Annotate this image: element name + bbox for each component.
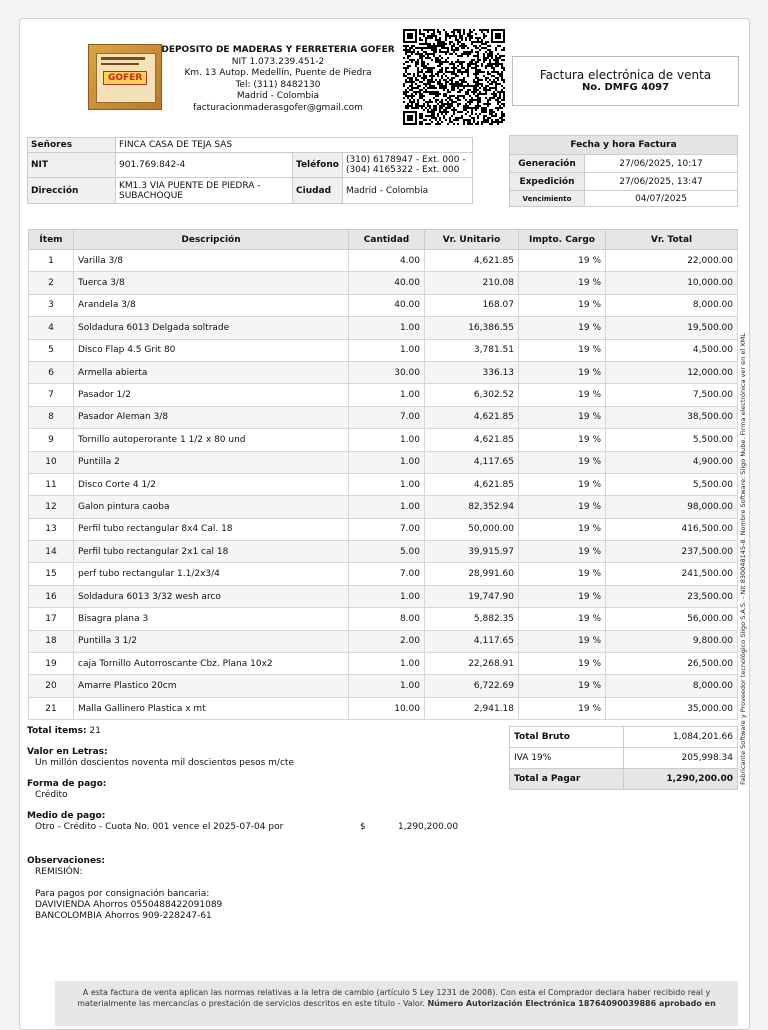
col-cantidad: Cantidad bbox=[349, 230, 425, 250]
vencimiento-value: 04/07/2025 bbox=[585, 191, 738, 207]
client-name: FINCA CASA DE TEJA SAS bbox=[116, 138, 473, 153]
table-cell: 22,268.91 bbox=[425, 653, 519, 675]
senores-label: Señores bbox=[28, 138, 116, 153]
medio-pago-value: Otro - Crédito - Cuota No. 001 vence el 2025-07-04 por bbox=[35, 822, 284, 832]
table-cell: 5.00 bbox=[349, 541, 425, 563]
expedicion-label: Expedición bbox=[510, 173, 585, 191]
client-telefono: (310) 6178947 - Ext. 000 - (304) 4165322 - Ext. 000 bbox=[342, 153, 472, 178]
table-cell: 13 bbox=[29, 518, 74, 540]
table-cell: 19 % bbox=[519, 250, 606, 272]
table-cell: 12,000.00 bbox=[606, 361, 738, 383]
table-cell: 8,000.00 bbox=[606, 675, 738, 697]
table-cell: 19,747.90 bbox=[425, 585, 519, 607]
table-cell: 19 % bbox=[519, 451, 606, 473]
table-cell: 19 % bbox=[519, 272, 606, 294]
forma-pago-label: Forma de pago: bbox=[27, 779, 107, 789]
observaciones-line bbox=[27, 878, 487, 889]
table-cell: 16,386.55 bbox=[425, 317, 519, 339]
client-nit: 901.769.842-4 bbox=[116, 153, 293, 178]
company-city: Madrid - Colombia bbox=[236, 91, 320, 101]
table-cell: Disco Corte 4 1/2 bbox=[74, 473, 349, 495]
table-row bbox=[29, 406, 738, 428]
table-row bbox=[29, 675, 738, 697]
table-cell: 2.00 bbox=[349, 630, 425, 652]
table-cell: 12 bbox=[29, 496, 74, 518]
table-cell: 4.00 bbox=[349, 250, 425, 272]
table-cell: 7.00 bbox=[349, 563, 425, 585]
col-impto-cargo: Impto. Cargo bbox=[519, 230, 606, 250]
table-cell: 19 % bbox=[519, 496, 606, 518]
table-row bbox=[29, 294, 738, 316]
table-cell: 7.00 bbox=[349, 518, 425, 540]
table-row bbox=[29, 473, 738, 495]
total-items-label: Total items: bbox=[27, 726, 87, 736]
table-cell: 40.00 bbox=[349, 294, 425, 316]
table-cell: 19 % bbox=[519, 518, 606, 540]
table-cell: 19 % bbox=[519, 675, 606, 697]
table-cell: 11 bbox=[29, 473, 74, 495]
medio-pago-label: Medio de pago: bbox=[27, 811, 106, 821]
table-row bbox=[29, 429, 738, 451]
table-cell: 19 % bbox=[519, 541, 606, 563]
table-row bbox=[29, 272, 738, 294]
company-address: Km. 13 Autop. Medellín, Puente de Piedra bbox=[184, 68, 372, 78]
table-cell: 1.00 bbox=[349, 429, 425, 451]
observaciones-line: REMISIÓN: bbox=[35, 867, 83, 877]
table-cell: 19 % bbox=[519, 653, 606, 675]
table-row bbox=[29, 585, 738, 607]
invoice-title-box bbox=[512, 56, 739, 106]
total-bruto-value: 1,084,201.66 bbox=[624, 727, 738, 748]
table-cell: 7.00 bbox=[349, 406, 425, 428]
table-cell: Perfil tubo rectangular 8x4 Cal. 18 bbox=[74, 518, 349, 540]
items-table bbox=[28, 229, 738, 720]
table-cell: 17 bbox=[29, 608, 74, 630]
table-cell: 5,500.00 bbox=[606, 429, 738, 451]
table-cell: 1.00 bbox=[349, 451, 425, 473]
company-tel: Tel: (311) 8482130 bbox=[235, 79, 321, 90]
table-cell: Amarre Plastico 20cm bbox=[74, 675, 349, 697]
vencimiento-label: Vencimiento bbox=[510, 191, 585, 207]
table-row bbox=[29, 339, 738, 361]
table-row bbox=[29, 384, 738, 406]
table-row bbox=[29, 518, 738, 540]
table-cell: 4,117.65 bbox=[425, 451, 519, 473]
table-cell: 416,500.00 bbox=[606, 518, 738, 540]
table-cell: Varilla 3/8 bbox=[74, 250, 349, 272]
table-row bbox=[29, 451, 738, 473]
col-item: Ítem bbox=[29, 230, 74, 250]
table-cell: 336.13 bbox=[425, 361, 519, 383]
table-cell: Soldadura 6013 3/32 wesh arco bbox=[74, 585, 349, 607]
table-cell: 5,500.00 bbox=[606, 473, 738, 495]
table-cell: 19 % bbox=[519, 608, 606, 630]
table-cell: 19 % bbox=[519, 339, 606, 361]
table-cell: perf tubo rectangular 1.1/2x3/4 bbox=[74, 563, 349, 585]
total-pagar-label: Total a Pagar bbox=[510, 769, 624, 790]
table-cell: 20 bbox=[29, 675, 74, 697]
table-cell: 1.00 bbox=[349, 675, 425, 697]
table-cell: 10,000.00 bbox=[606, 272, 738, 294]
medio-pago-amount: 1,290,200.00 bbox=[398, 822, 459, 832]
table-cell: 39,915.97 bbox=[425, 541, 519, 563]
dates-header: Fecha y hora Factura bbox=[510, 136, 738, 155]
software-provider-note: Fabricante Software y Proveedor tecnológico Siigo S.A.S. - Nit 830048145-8. Nombre Software: Siigo Nube. Firma electrónica ver en el XML bbox=[739, 333, 747, 785]
table-row bbox=[29, 541, 738, 563]
table-row bbox=[29, 361, 738, 383]
table-cell: 26,500.00 bbox=[606, 653, 738, 675]
medio-pago-row bbox=[27, 822, 487, 833]
table-row bbox=[29, 250, 738, 272]
table-cell: 56,000.00 bbox=[606, 608, 738, 630]
table-cell: 2 bbox=[29, 272, 74, 294]
company-name: DEPOSITO DE MADERAS Y FERRETERIA GOFER bbox=[161, 45, 395, 55]
direccion-label: Dirección bbox=[28, 178, 116, 204]
company-nit: NIT 1.073.239.451-2 bbox=[231, 56, 325, 67]
table-cell: 38,500.00 bbox=[606, 406, 738, 428]
table-cell: 7,500.00 bbox=[606, 384, 738, 406]
table-cell: 4 bbox=[29, 317, 74, 339]
client-ciudad: Madrid - Colombia bbox=[342, 178, 472, 204]
iva-label: IVA 19% bbox=[510, 748, 624, 769]
table-cell: 4,500.00 bbox=[606, 339, 738, 361]
table-cell: 10.00 bbox=[349, 697, 425, 719]
telefono-label: Teléfono bbox=[293, 153, 343, 178]
table-cell: 30.00 bbox=[349, 361, 425, 383]
table-row bbox=[29, 563, 738, 585]
total-pagar-value: 1,290,200.00 bbox=[624, 769, 738, 790]
table-cell: Bisagra plana 3 bbox=[74, 608, 349, 630]
table-cell: 19 % bbox=[519, 406, 606, 428]
company-email: facturacionmaderasgofer@gmail.com bbox=[193, 102, 363, 113]
observaciones-line: Para pagos por consignación bancaria: bbox=[35, 889, 210, 899]
invoice-number: No. DMFG 4097 bbox=[581, 82, 670, 93]
table-cell: Puntilla 2 bbox=[74, 451, 349, 473]
table-cell: 3,781.51 bbox=[425, 339, 519, 361]
table-cell: 6,302.52 bbox=[425, 384, 519, 406]
table-cell: 98,000.00 bbox=[606, 496, 738, 518]
table-row bbox=[29, 630, 738, 652]
table-cell: 1.00 bbox=[349, 339, 425, 361]
table-cell: 4,621.85 bbox=[425, 429, 519, 451]
table-cell: 4,900.00 bbox=[606, 451, 738, 473]
table-cell: Perfil tubo rectangular 2x1 cal 18 bbox=[74, 541, 349, 563]
table-cell: 3 bbox=[29, 294, 74, 316]
table-cell: 8,000.00 bbox=[606, 294, 738, 316]
table-cell: 168.07 bbox=[425, 294, 519, 316]
table-cell: 7 bbox=[29, 384, 74, 406]
invoice-summary bbox=[27, 726, 487, 922]
generacion-value: 27/06/2025, 10:17 bbox=[585, 155, 738, 173]
table-cell: 19 % bbox=[519, 473, 606, 495]
forma-pago-value: Crédito bbox=[35, 790, 68, 800]
table-cell: 9 bbox=[29, 429, 74, 451]
table-cell: Tornillo autoperorante 1 1/2 x 80 und bbox=[74, 429, 349, 451]
medio-pago-currency: $ bbox=[360, 822, 366, 832]
table-cell: 241,500.00 bbox=[606, 563, 738, 585]
table-cell: 19 bbox=[29, 653, 74, 675]
table-cell: caja Tornillo Autorroscante Cbz. Plana 10x2 bbox=[74, 653, 349, 675]
col-vr-unitario: Vr. Unitario bbox=[425, 230, 519, 250]
table-cell: 4,621.85 bbox=[425, 406, 519, 428]
table-cell: 22,000.00 bbox=[606, 250, 738, 272]
table-cell: 19 % bbox=[519, 563, 606, 585]
table-cell: 5,882.35 bbox=[425, 608, 519, 630]
total-items-value: 21 bbox=[89, 726, 101, 736]
client-direccion: KM1.3 VIA PUENTE DE PIEDRA - SUBACHOQUE bbox=[116, 178, 293, 204]
table-cell: 1.00 bbox=[349, 317, 425, 339]
invoice-title: Factura electrónica de venta bbox=[539, 68, 712, 82]
valor-letras-value: Un millón doscientos noventa mil doscientos pesos m/cte bbox=[35, 758, 294, 768]
table-cell: 28,991.60 bbox=[425, 563, 519, 585]
company-logo: GOFER bbox=[88, 44, 162, 110]
table-cell: 4,117.65 bbox=[425, 630, 519, 652]
table-cell: 19 % bbox=[519, 697, 606, 719]
expedicion-value: 27/06/2025, 13:47 bbox=[585, 173, 738, 191]
footer-line1: A esta factura de venta aplican las normas relativas a la letra de cambio (artículo 5 Ley 1231 de 2008). Con esta el Comprador declara haber recibido real y bbox=[82, 988, 711, 997]
table-cell: 35,000.00 bbox=[606, 697, 738, 719]
table-cell: 2,941.18 bbox=[425, 697, 519, 719]
table-cell: Armella abierta bbox=[74, 361, 349, 383]
observaciones-line: BANCOLOMBIA Ahorros 909-228247-61 bbox=[35, 911, 212, 921]
table-cell: 40.00 bbox=[349, 272, 425, 294]
table-cell: Soldadura 6013 Delgada soltrade bbox=[74, 317, 349, 339]
table-cell: 1.00 bbox=[349, 384, 425, 406]
table-cell: 10 bbox=[29, 451, 74, 473]
ciudad-label: Ciudad bbox=[293, 178, 343, 204]
table-cell: 19 % bbox=[519, 317, 606, 339]
nit-label: NIT bbox=[28, 153, 116, 178]
table-cell: 1.00 bbox=[349, 496, 425, 518]
table-cell: 21 bbox=[29, 697, 74, 719]
table-cell: Pasador Aleman 3/8 bbox=[74, 406, 349, 428]
table-cell: 19 % bbox=[519, 361, 606, 383]
table-cell: 237,500.00 bbox=[606, 541, 738, 563]
table-cell: 23,500.00 bbox=[606, 585, 738, 607]
client-info-table bbox=[27, 137, 473, 204]
table-cell: 210.08 bbox=[425, 272, 519, 294]
table-cell: 4,621.85 bbox=[425, 473, 519, 495]
iva-value: 205,998.34 bbox=[624, 748, 738, 769]
table-row bbox=[29, 697, 738, 719]
table-cell: Disco Flap 4.5 Grit 80 bbox=[74, 339, 349, 361]
footer-authorization: Número Autorización Electrónica 18764090039886 aprobado en bbox=[427, 998, 716, 1008]
qr-code bbox=[403, 29, 505, 125]
footer-line2: materialmente las mercancías o prestación de servicios descritos en este título - Valor. bbox=[77, 998, 428, 1008]
observaciones-line: DAVIVIENDA Ahorros 0550488422091089 bbox=[35, 900, 223, 910]
table-cell: 19 % bbox=[519, 384, 606, 406]
legal-footer bbox=[55, 981, 738, 1026]
table-cell: 6,722.69 bbox=[425, 675, 519, 697]
table-cell: 16 bbox=[29, 585, 74, 607]
table-cell: 19 % bbox=[519, 294, 606, 316]
table-cell: 19 % bbox=[519, 429, 606, 451]
dates-table bbox=[509, 135, 738, 207]
table-cell: 18 bbox=[29, 630, 74, 652]
table-cell: 1 bbox=[29, 250, 74, 272]
table-cell: 9,800.00 bbox=[606, 630, 738, 652]
table-row bbox=[29, 317, 738, 339]
valor-letras-label: Valor en Letras: bbox=[27, 747, 108, 757]
table-cell: 6 bbox=[29, 361, 74, 383]
table-cell: 1.00 bbox=[349, 653, 425, 675]
totals-table bbox=[509, 726, 738, 790]
generacion-label: Generación bbox=[510, 155, 585, 173]
table-cell: 8 bbox=[29, 406, 74, 428]
table-cell: 14 bbox=[29, 541, 74, 563]
table-cell: 5 bbox=[29, 339, 74, 361]
table-cell: Tuerca 3/8 bbox=[74, 272, 349, 294]
observaciones-label: Observaciones: bbox=[27, 856, 106, 866]
table-cell: Pasador 1/2 bbox=[74, 384, 349, 406]
col-descripcion: Descripción bbox=[74, 230, 349, 250]
table-cell: 1.00 bbox=[349, 473, 425, 495]
invoice-page bbox=[19, 18, 750, 1030]
table-row bbox=[29, 496, 738, 518]
table-cell: 1.00 bbox=[349, 585, 425, 607]
col-vr-total: Vr. Total bbox=[606, 230, 738, 250]
total-bruto-label: Total Bruto bbox=[510, 727, 624, 748]
table-cell: 15 bbox=[29, 563, 74, 585]
table-cell: 19 % bbox=[519, 630, 606, 652]
table-cell: 19 % bbox=[519, 585, 606, 607]
table-row bbox=[29, 653, 738, 675]
table-cell: Malla Gallinero Plastica x mt bbox=[74, 697, 349, 719]
table-cell: 4,621.85 bbox=[425, 250, 519, 272]
table-cell: Galon pintura caoba bbox=[74, 496, 349, 518]
table-cell: 8.00 bbox=[349, 608, 425, 630]
table-row bbox=[29, 608, 738, 630]
table-cell: Arandela 3/8 bbox=[74, 294, 349, 316]
table-cell: 50,000.00 bbox=[425, 518, 519, 540]
table-cell: 19,500.00 bbox=[606, 317, 738, 339]
company-info bbox=[158, 45, 398, 114]
table-cell: 82,352.94 bbox=[425, 496, 519, 518]
table-cell: Puntilla 3 1/2 bbox=[74, 630, 349, 652]
